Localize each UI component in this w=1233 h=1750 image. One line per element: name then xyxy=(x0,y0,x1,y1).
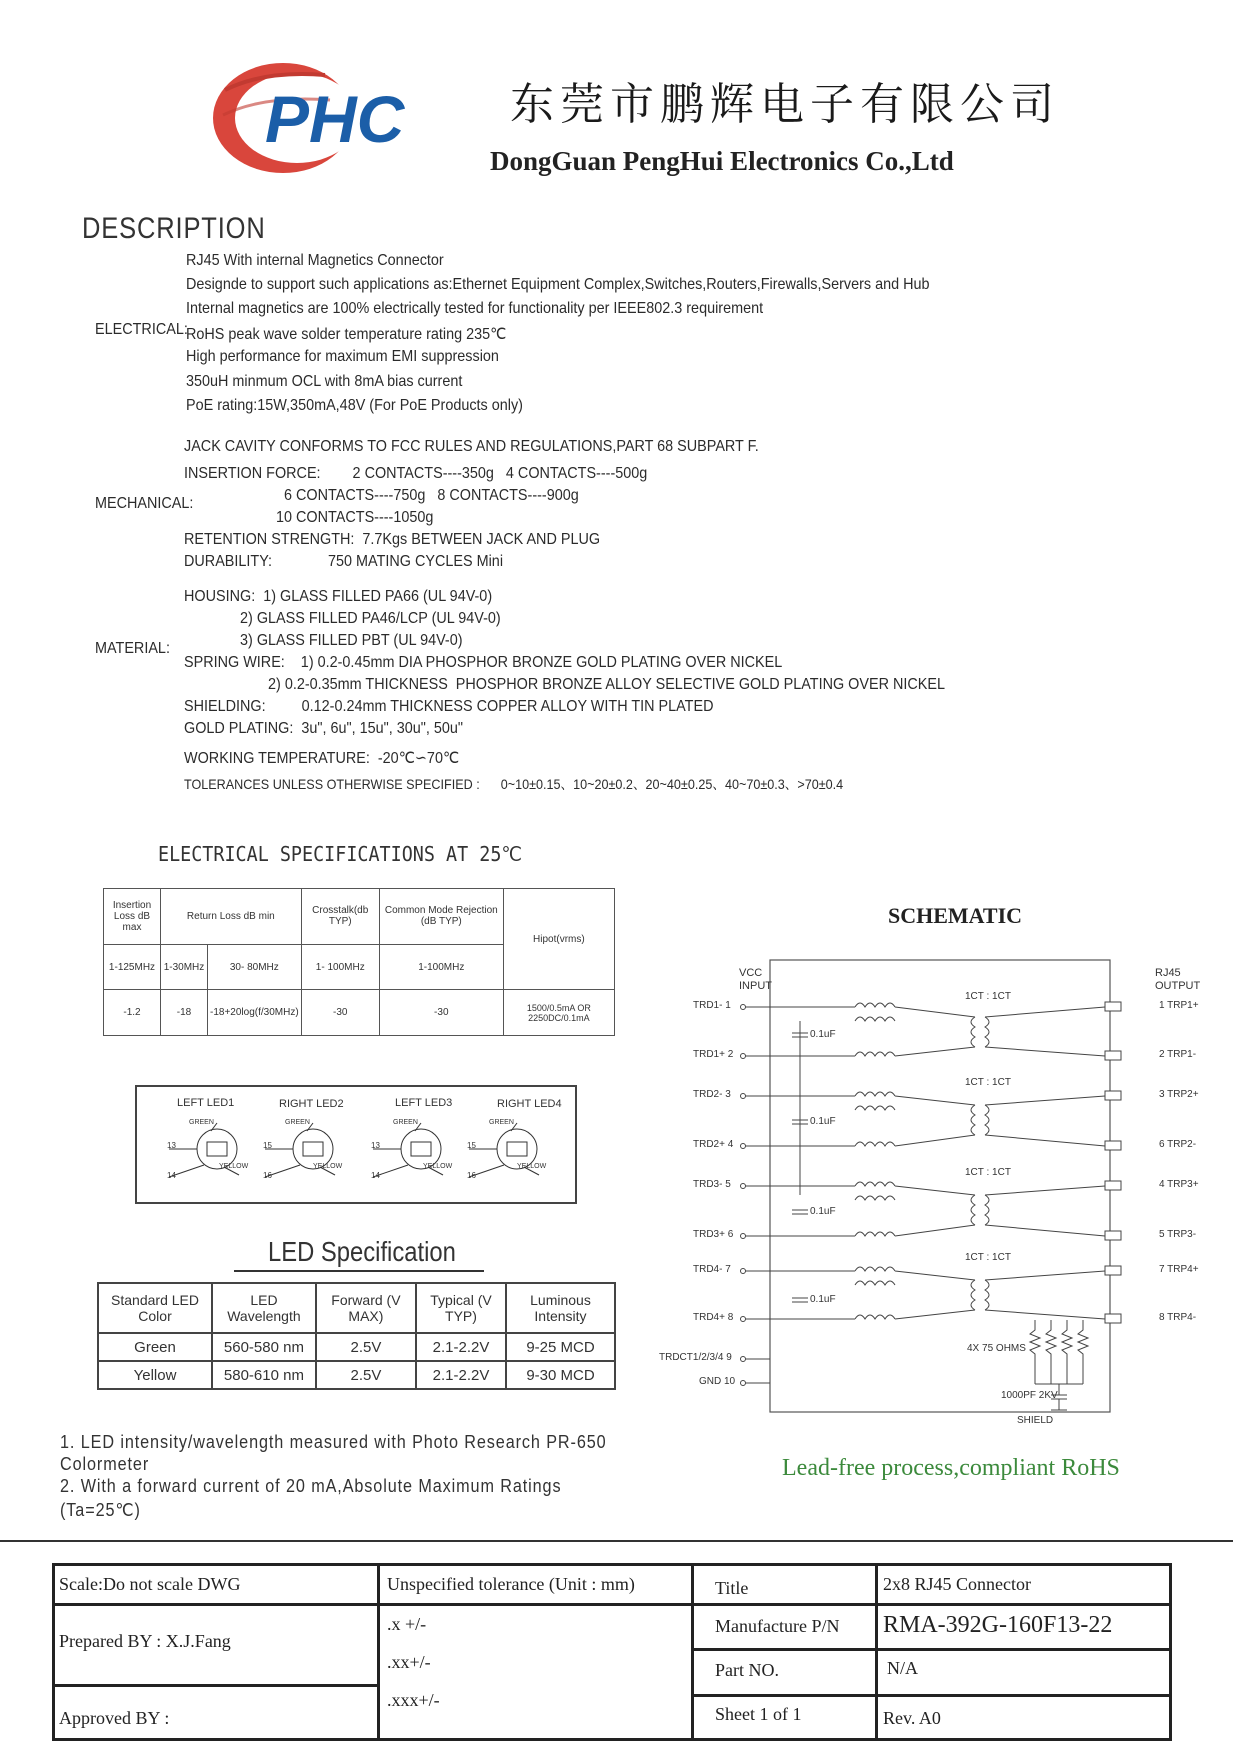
pin-label: 14 xyxy=(167,1171,176,1180)
table-cell: 2.1-2.2V xyxy=(416,1333,506,1361)
header-hipot: Hipot(vrms) xyxy=(503,889,614,990)
pin-label: 15 xyxy=(263,1141,272,1150)
table-cell: 9-25 MCD xyxy=(506,1333,615,1361)
divider xyxy=(691,1694,1169,1697)
electrical-line: Internal magnetics are 100% electrically tested for functionality per IEEE802.3 requirement xyxy=(186,300,764,317)
value-cell: -30 xyxy=(301,990,379,1036)
value-cell: 1500/0.5mA OR 2250DC/0.1mA xyxy=(503,990,614,1036)
company-logo xyxy=(205,60,465,178)
led-diagram xyxy=(135,1085,577,1204)
led-label: RIGHT LED2 xyxy=(279,1098,344,1110)
left-pin: TRD2- 3 xyxy=(693,1089,731,1100)
revision: Rev. A0 xyxy=(883,1708,941,1728)
electrical-line: High performance for maximum EMI suppression xyxy=(186,348,499,365)
green-label: GREEN xyxy=(489,1119,514,1126)
scale-note: Scale:Do not scale DWG xyxy=(59,1574,241,1594)
schematic-diagram xyxy=(655,955,1215,1435)
shield-label: SHIELD xyxy=(1017,1415,1054,1426)
divider xyxy=(377,1566,380,1738)
vcc-input-text: INPUT xyxy=(739,980,772,992)
led-spec-title: LED Specification xyxy=(268,1236,456,1267)
divider xyxy=(691,1566,694,1738)
electrical-line: RoHS peak wave solder temperature rating 235℃ xyxy=(186,326,507,343)
mechanical-line: JACK CAVITY CONFORMS TO FCC RULES AND REGULATIONS,PART 68 SUBPART F. xyxy=(184,438,759,455)
table-cell: 560-580 nm xyxy=(212,1333,316,1361)
value-cell: -30 xyxy=(379,990,503,1036)
value-cell: -1.2 xyxy=(104,990,161,1036)
electrical-line: Designde to support such applications as:Ethernet Equipment Complex,Switches,Routers,Firewalls,Servers and Hub xyxy=(186,276,930,293)
table-cell: 2.1-2.2V xyxy=(416,1361,506,1389)
elec-spec-table xyxy=(103,888,615,1036)
rj45-label xyxy=(1155,967,1200,993)
tolerances: TOLERANCES UNLESS OTHERWISE SPECIFIED : 0~10±0.15、10~20±0.2、20~40±0.25、40~70±0.3、>70±0.4 xyxy=(184,776,844,792)
tolerance-x: .x +/- xyxy=(387,1614,427,1634)
freq-cell: 1-125MHz xyxy=(104,944,161,990)
hv-cap-label: 1000PF 2KV xyxy=(1001,1390,1058,1401)
rj45-text: RJ45 xyxy=(1155,967,1181,979)
freq-cell: 1-100MHz xyxy=(379,944,503,990)
yellow-label: YELLOW xyxy=(517,1163,547,1170)
ratio-label: 1CT : 1CT xyxy=(965,991,1011,1002)
divider xyxy=(55,1684,377,1687)
led-label: RIGHT LED4 xyxy=(497,1098,562,1110)
freq-cell: 1-30MHz xyxy=(161,944,208,990)
yellow-label: YELLOW xyxy=(313,1163,343,1170)
divider xyxy=(875,1566,878,1738)
divider xyxy=(0,1540,1233,1542)
note-line: 1. LED intensity/wavelength measured with Photo Research PR-650 xyxy=(60,1432,607,1452)
material-line: 2) GLASS FILLED PA46/LCP (UL 94V-0) xyxy=(184,610,501,627)
value-cell: -18+20log(f/30MHz) xyxy=(208,990,302,1036)
green-label: GREEN xyxy=(393,1119,418,1126)
cap-label: 0.1uF xyxy=(810,1029,836,1040)
header-crosstalk: Crosstalk(db TYP) xyxy=(301,889,379,945)
cap-label: 0.1uF xyxy=(810,1294,836,1305)
header-cell: Luminous Intensity xyxy=(506,1283,615,1333)
ratio-label: 1CT : 1CT xyxy=(965,1252,1011,1263)
table-cell: 9-30 MCD xyxy=(506,1361,615,1389)
ratio-label: 1CT : 1CT xyxy=(965,1167,1011,1178)
mechanical-line: RETENTION STRENGTH: 7.7Kgs BETWEEN JACK AND PLUG xyxy=(184,531,601,548)
cap-label: 0.1uF xyxy=(810,1206,836,1217)
material-line: GOLD PLATING: 3u", 6u", 15u", 30u", 50u" xyxy=(184,720,464,737)
led-spec-table xyxy=(97,1282,616,1390)
yellow-label: YELLOW xyxy=(219,1163,249,1170)
note-line: 2. With a forward current of 20 mA,Absolute Maximum Ratings xyxy=(60,1476,562,1496)
material-line: HOUSING: 1) GLASS FILLED PA66 (UL 94V-0) xyxy=(184,588,493,605)
header-cell: Standard LED Color xyxy=(98,1283,212,1333)
material-line: SPRING WIRE: 1) 0.2-0.45mm DIA PHOSPHOR BRONZE GOLD PLATING OVER NICKEL xyxy=(184,654,783,671)
rohs-note: Lead-free process,compliant RoHS xyxy=(782,1455,1120,1481)
vcc-text: VCC xyxy=(739,967,763,979)
material-line: SHIELDING: 0.12-0.24mm THICKNESS COPPER ALLOY WITH TIN PLATED xyxy=(184,698,714,715)
left-pin: TRDCT1/2/3/4 9 xyxy=(659,1352,732,1363)
divider xyxy=(691,1648,1169,1651)
left-pin: GND 10 xyxy=(699,1376,736,1387)
tolerance-header: Unspecified tolerance (Unit : mm) xyxy=(387,1574,635,1594)
header-cell: Forward (V MAX) xyxy=(316,1283,416,1333)
green-label: GREEN xyxy=(189,1119,214,1126)
right-pin: 3 TRP2+ xyxy=(1159,1089,1199,1100)
right-pin: 8 TRP4- xyxy=(1159,1312,1197,1323)
pin-label: 16 xyxy=(263,1171,272,1180)
material-label: MATERIAL: xyxy=(95,640,170,657)
divider xyxy=(691,1603,1169,1606)
led-label: LEFT LED3 xyxy=(395,1097,453,1109)
ratio-label: 1CT : 1CT xyxy=(965,1077,1011,1088)
table-cell: Green xyxy=(98,1333,212,1361)
left-pin: TRD4+ 8 xyxy=(693,1312,734,1323)
vcc-label xyxy=(739,967,772,993)
table-cell: 2.5V xyxy=(316,1333,416,1361)
title-block xyxy=(52,1563,1172,1741)
yellow-label: YELLOW xyxy=(423,1163,453,1170)
green-label: GREEN xyxy=(285,1119,310,1126)
divider xyxy=(377,1603,691,1606)
left-pin: TRD4- 7 xyxy=(693,1264,731,1275)
prepared-by: Prepared BY : X.J.Fang xyxy=(59,1631,231,1651)
pin-label: 13 xyxy=(371,1141,380,1150)
right-pin: 6 TRP2- xyxy=(1159,1139,1197,1150)
value-cell: -18 xyxy=(161,990,208,1036)
left-pin: TRD3- 5 xyxy=(693,1179,731,1190)
pin-label: 16 xyxy=(467,1171,476,1180)
right-pin: 5 TRP3- xyxy=(1159,1229,1197,1240)
sheet-info: Sheet 1 of 1 xyxy=(715,1704,802,1724)
tolerance-xxx: .xxx+/- xyxy=(387,1690,440,1710)
left-pin: TRD1+ 2 xyxy=(693,1049,734,1060)
title-label: Title xyxy=(715,1578,749,1598)
right-pin: 1 TRP1+ xyxy=(1159,1000,1199,1011)
part-label: Part NO. xyxy=(715,1660,779,1680)
left-pin: TRD3+ 6 xyxy=(693,1229,734,1240)
header-cell: Typical (V TYP) xyxy=(416,1283,506,1333)
divider xyxy=(55,1603,377,1606)
tolerance-xx: .xx+/- xyxy=(387,1652,431,1672)
led-label: LEFT LED1 xyxy=(177,1097,235,1109)
table-cell: 580-610 nm xyxy=(212,1361,316,1389)
pin-label: 14 xyxy=(371,1171,380,1180)
right-pin: 2 TRP1- xyxy=(1159,1049,1197,1060)
title-value: 2x8 RJ45 Connector xyxy=(883,1574,1031,1594)
pin-label: 13 xyxy=(167,1141,176,1150)
part-value: N/A xyxy=(887,1658,918,1678)
right-pin: 7 TRP4+ xyxy=(1159,1264,1199,1275)
pin-label: 15 xyxy=(467,1141,476,1150)
electrical-line: PoE rating:15W,350mA,48V (For PoE Products only) xyxy=(186,397,523,414)
description-title: DESCRIPTION xyxy=(82,212,266,245)
elec-spec-title: ELECTRICAL SPECIFICATIONS AT 25℃ xyxy=(158,842,523,866)
header-return-loss: Return Loss dB min xyxy=(161,889,302,945)
approved-by: Approved BY : xyxy=(59,1708,170,1728)
mechanical-line: 6 CONTACTS----750g 8 CONTACTS----900g xyxy=(184,487,579,504)
header-cmr: Common Mode Rejection (dB TYP) xyxy=(379,889,503,945)
left-pin: TRD2+ 4 xyxy=(693,1139,734,1150)
material-line: 3) GLASS FILLED PBT (UL 94V-0) xyxy=(184,632,463,649)
title-underline xyxy=(234,1270,484,1272)
logo-text: PHC xyxy=(265,82,405,156)
freq-cell: 1- 100MHz xyxy=(301,944,379,990)
note-line: (Ta=25℃) xyxy=(60,1500,141,1520)
header-cell: LED Wavelength xyxy=(212,1283,316,1333)
company-name-en: DongGuan PengHui Electronics Co.,Ltd xyxy=(490,146,954,176)
mechanical-line: DURABILITY: 750 MATING CYCLES Mini xyxy=(184,553,504,570)
table-cell: Yellow xyxy=(98,1361,212,1389)
working-temperature: WORKING TEMPERATURE: -20℃∽70℃ xyxy=(184,750,460,767)
company-name-cn: 东莞市鹏辉电子有限公司 xyxy=(510,79,1060,130)
resistor-label: 4X 75 OHMS xyxy=(967,1343,1026,1354)
mechanical-line: 10 CONTACTS----1050g xyxy=(184,509,434,526)
freq-cell: 30- 80MHz xyxy=(208,944,302,990)
electrical-label: ELECTRICAL: xyxy=(95,321,188,338)
header-insertion-loss: Insertion Loss dB max xyxy=(104,889,161,945)
mpn-label: Manufacture P/N xyxy=(715,1616,840,1636)
electrical-line: RJ45 With internal Magnetics Connector xyxy=(186,252,444,269)
material-line: 2) 0.2-0.35mm THICKNESS PHOSPHOR BRONZE ALLOY SELECTIVE GOLD PLATING OVER NICKEL xyxy=(184,676,946,693)
cap-label: 0.1uF xyxy=(810,1116,836,1127)
schematic-title: SCHEMATIC xyxy=(888,903,1023,928)
mechanical-line: INSERTION FORCE: 2 CONTACTS----350g 4 CONTACTS----500g xyxy=(184,465,648,482)
left-pin: TRD1- 1 xyxy=(693,1000,731,1011)
rj45-output-text: OUTPUT xyxy=(1155,980,1201,992)
table-cell: 2.5V xyxy=(316,1361,416,1389)
electrical-line: 350uH minmum OCL with 8mA bias current xyxy=(186,373,463,390)
mechanical-label: MECHANICAL: xyxy=(95,495,194,512)
mpn-value: RMA-392G-160F13-22 xyxy=(883,1612,1113,1638)
right-pin: 4 TRP3+ xyxy=(1159,1179,1199,1190)
note-line: Colormeter xyxy=(60,1454,150,1474)
